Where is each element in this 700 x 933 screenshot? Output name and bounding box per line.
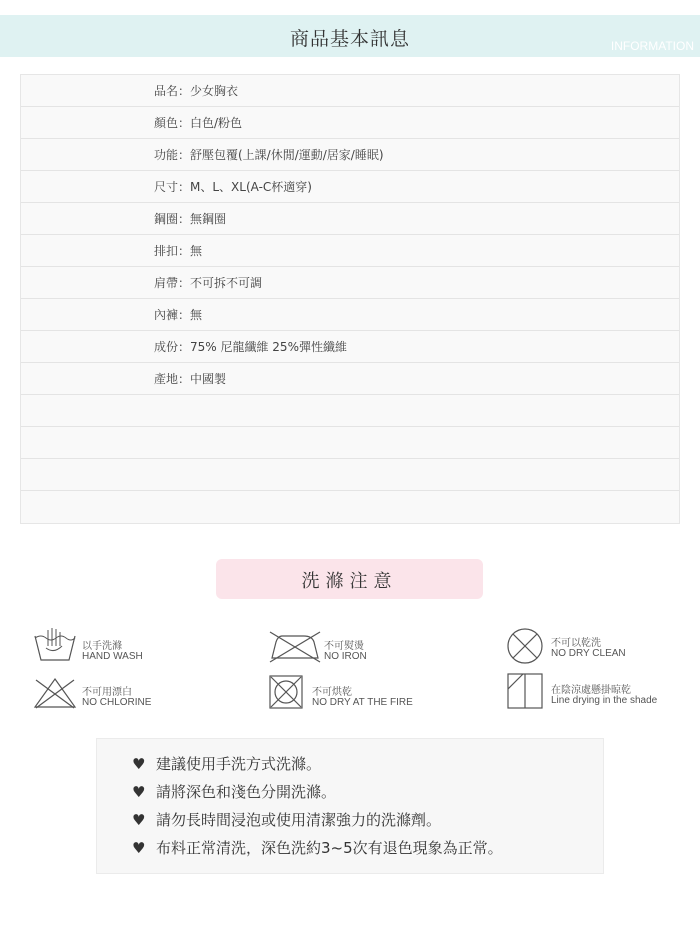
care-label-en: NO DRY AT THE FIRE bbox=[312, 697, 413, 708]
info-text: 成份：75% 尼龍纖維 25%彈性纖維 bbox=[154, 340, 347, 354]
info-row bbox=[21, 171, 679, 203]
info-row bbox=[21, 139, 679, 171]
heart-icon: ♥ bbox=[132, 839, 146, 857]
care-label-en: HAND WASH bbox=[82, 651, 143, 662]
info-text: 功能：舒壓包覆(上課/休閒/運動/居家/睡眠) bbox=[154, 148, 384, 162]
info-row bbox=[21, 299, 679, 331]
care-label-cn: 不可用漂白 bbox=[82, 687, 132, 698]
care-label-cn: 以手洗滌 bbox=[82, 641, 122, 652]
care-label-cn: 在陰涼處懸掛晾乾 bbox=[551, 685, 631, 696]
info-text: 肩帶：不可拆不可調 bbox=[154, 276, 263, 290]
page-subtitle: INFORMATION bbox=[610, 39, 694, 53]
care-title: 洗滌注意 bbox=[301, 571, 398, 592]
info-text: 產地：中國製 bbox=[154, 372, 227, 386]
tip-item bbox=[132, 781, 336, 802]
info-row bbox=[21, 203, 679, 235]
info-text: 品名：少女胸衣 bbox=[154, 84, 239, 98]
tip-text: 建議使用手洗方式洗滌。 bbox=[156, 755, 322, 773]
care-label-en: NO CHLORINE bbox=[82, 697, 152, 708]
info-row bbox=[21, 331, 679, 363]
info-row bbox=[21, 427, 679, 459]
info-row bbox=[21, 235, 679, 267]
no-tumble-dry-icon bbox=[268, 674, 304, 710]
info-row bbox=[21, 395, 679, 427]
tip-item bbox=[132, 809, 441, 830]
heart-icon: ♥ bbox=[132, 783, 146, 801]
care-label-en: NO IRON bbox=[324, 651, 367, 662]
care-label-en: Line drying in the shade bbox=[551, 695, 658, 706]
product-info-table bbox=[20, 74, 680, 524]
info-text: 顏色：白色/粉色 bbox=[154, 116, 243, 130]
care-label-cn: 不可以乾洗 bbox=[551, 638, 601, 649]
info-row bbox=[21, 267, 679, 299]
info-row bbox=[21, 459, 679, 491]
page-title: 商品基本訊息 bbox=[289, 28, 410, 50]
info-row bbox=[21, 491, 679, 523]
info-text: 排扣：無 bbox=[154, 244, 203, 258]
tip-text: 布料正常清洗，深色洗約3~5次有退色現象為正常。 bbox=[156, 839, 503, 857]
info-row bbox=[21, 107, 679, 139]
no-iron-icon bbox=[268, 630, 322, 664]
info-text: 尺寸：M、L、XL(A-C杯適穿) bbox=[154, 180, 312, 194]
heart-icon: ♥ bbox=[132, 755, 146, 773]
hand-wash-icon bbox=[32, 626, 78, 664]
no-chlorine-icon bbox=[32, 676, 78, 710]
info-text: 內褲：無 bbox=[154, 308, 203, 322]
info-text: 鋼圈：無鋼圈 bbox=[154, 212, 227, 226]
tip-item bbox=[132, 837, 503, 858]
care-label-en: NO DRY CLEAN bbox=[551, 648, 626, 659]
tip-text: 請勿長時間浸泡或使用清潔強力的洗滌劑。 bbox=[156, 811, 442, 829]
info-row bbox=[21, 75, 679, 107]
care-label-cn: 不可熨燙 bbox=[324, 641, 364, 652]
tip-item bbox=[132, 753, 321, 774]
tip-text: 請將深色和淺色分開洗滌。 bbox=[156, 783, 337, 801]
no-dry-clean-icon bbox=[506, 627, 544, 665]
heart-icon: ♥ bbox=[132, 811, 146, 829]
info-row bbox=[21, 363, 679, 395]
line-dry-shade-icon bbox=[506, 672, 544, 710]
care-label-cn: 不可烘乾 bbox=[312, 687, 352, 698]
care-tips-box bbox=[96, 738, 604, 874]
